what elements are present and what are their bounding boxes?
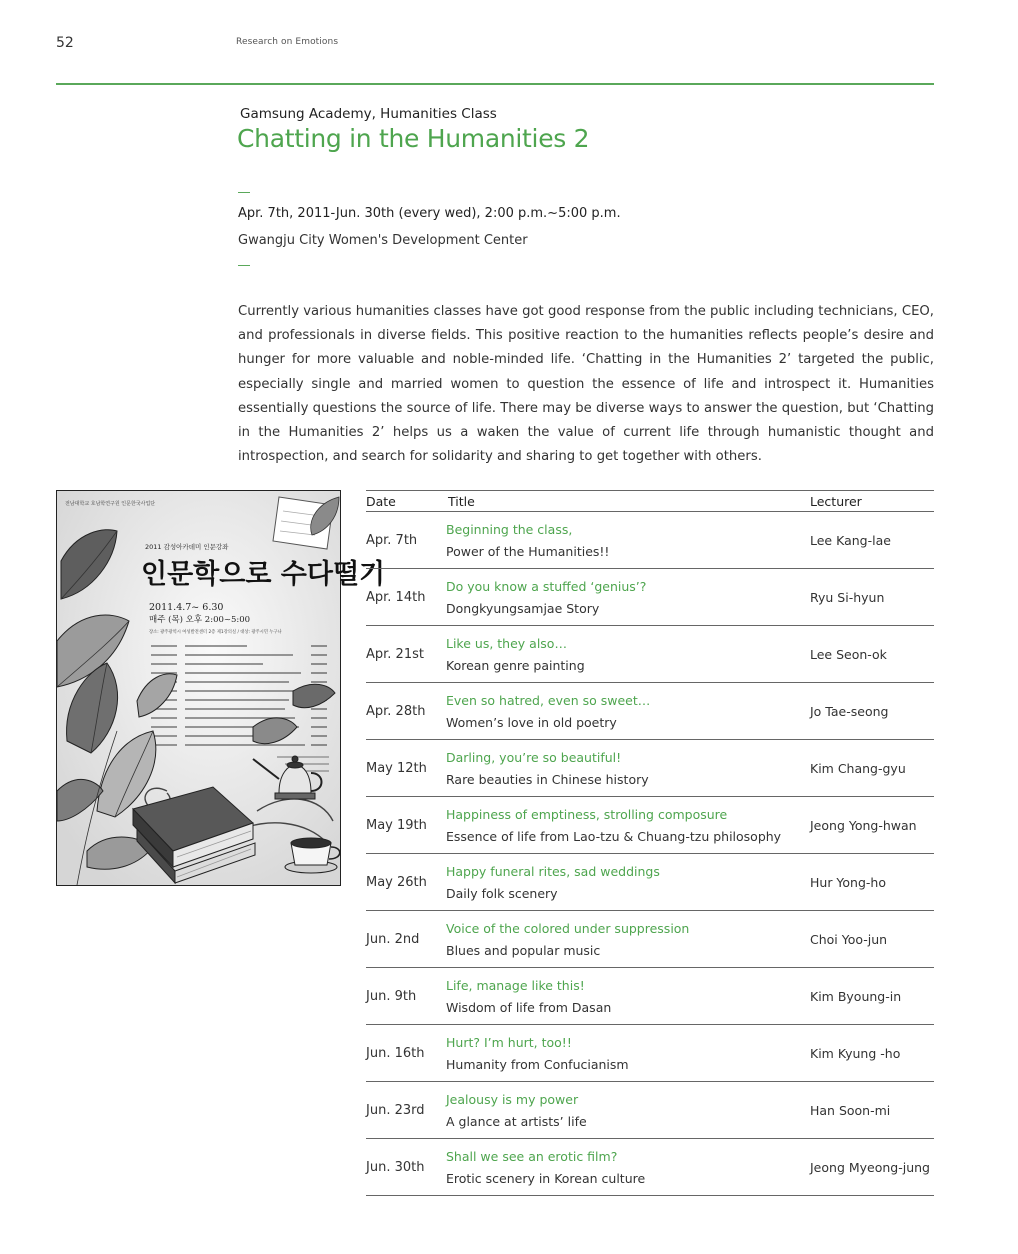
row-lecturer: Jo Tae-seong — [810, 704, 889, 719]
header-lecturer: Lecturer — [810, 494, 862, 509]
event-venue: Gwangju City Women's Development Center — [238, 233, 528, 248]
row-subtitle: Essence of life from Lao-tzu & Chuang-tzu philosophy — [446, 829, 782, 844]
row-lecturer: Kim Chang-gyu — [810, 761, 906, 776]
table-row — [366, 683, 934, 740]
row-subtitle: Humanity from Confucianism — [446, 1057, 629, 1072]
row-date: Apr. 28th — [366, 704, 426, 719]
table-row — [366, 626, 934, 683]
article-title: Chatting in the Humanities 2 — [237, 124, 590, 153]
row-date: Jun. 16th — [366, 1046, 425, 1061]
poster-dates: 2011.4.7~ 6.30 — [149, 602, 224, 613]
row-date: Apr. 14th — [366, 590, 426, 605]
page-number: 52 — [56, 35, 74, 51]
row-subtitle: Erotic scenery in Korean culture — [446, 1171, 646, 1186]
row-lecturer: Kim Kyung -ho — [810, 1046, 901, 1061]
top-rule — [56, 83, 934, 85]
table-row — [366, 797, 934, 854]
divider-dash — [238, 192, 250, 193]
row-lecturer: Jeong Myeong-jung — [810, 1160, 930, 1175]
row-subtitle: Power of the Humanities!! — [446, 544, 610, 559]
poster-place: 장소: 광주광역시 여성발전센터 2층 제1강의실 / 대상: 광주시민 누구나 — [149, 630, 282, 635]
row-subtitle: A glance at artists’ life — [446, 1114, 587, 1129]
row-date: Jun. 2nd — [366, 932, 420, 947]
row-title: Hurt? I’m hurt, too!! — [446, 1035, 572, 1050]
divider-dash — [238, 265, 250, 266]
poster-time: 매주 (목) 오후 2:00~5:00 — [149, 615, 251, 625]
row-date: Jun. 23rd — [366, 1103, 425, 1118]
row-title: Like us, they also… — [446, 636, 567, 651]
header-date: Date — [366, 494, 396, 509]
row-subtitle: Korean genre painting — [446, 658, 585, 673]
row-subtitle: Rare beauties in Chinese history — [446, 772, 649, 787]
row-title: Happy funeral rites, sad weddings — [446, 864, 660, 879]
row-title: Life, manage like this! — [446, 978, 585, 993]
row-lecturer: Kim Byoung-in — [810, 989, 902, 1004]
poster-org: 전남대학교 호남학연구원 인문한국사업단 — [65, 501, 156, 507]
row-title: Even so hatred, even so sweet… — [446, 693, 651, 708]
table-row — [366, 1082, 934, 1139]
table-row — [366, 1139, 934, 1196]
running-head: Research on Emotions — [236, 37, 339, 47]
table-row — [366, 911, 934, 968]
row-date: Apr. 7th — [366, 533, 418, 548]
row-subtitle: Dongkyungsamjae Story — [446, 601, 600, 616]
row-lecturer: Lee Seon-ok — [810, 647, 887, 662]
row-lecturer: Ryu Si-hyun — [810, 590, 885, 605]
row-date: Jun. 30th — [366, 1160, 425, 1175]
article-subtitle: Gamsung Academy, Humanities Class — [240, 106, 497, 122]
table-row — [366, 569, 934, 626]
row-subtitle: Blues and popular music — [446, 943, 601, 958]
row-title: Voice of the colored under suppression — [446, 921, 690, 936]
row-subtitle: Daily folk scenery — [446, 886, 558, 901]
poster-series: 2011 감성아카데미 인문강좌 — [145, 543, 229, 551]
header-title: Title — [448, 494, 475, 509]
row-date: May 19th — [366, 818, 427, 833]
row-lecturer: Lee Kang-lae — [810, 533, 891, 548]
row-date: Apr. 21st — [366, 647, 424, 662]
table-row — [366, 1025, 934, 1082]
row-title: Darling, you’re so beautiful! — [446, 750, 622, 765]
row-lecturer: Choi Yoo-jun — [810, 932, 888, 947]
row-title: Happiness of emptiness, strolling composure — [446, 807, 728, 822]
lecture-schedule-table — [366, 490, 934, 1196]
poster-title: 인문학으로 수다떨기 — [141, 559, 386, 590]
row-title: Jealousy is my power — [446, 1092, 579, 1107]
row-date: May 26th — [366, 875, 427, 890]
row-lecturer: Hur Yong-ho — [810, 875, 886, 890]
row-title: Beginning the class, — [446, 522, 573, 537]
row-title: Do you know a stuffed ‘genius’? — [446, 579, 647, 594]
table-row — [366, 968, 934, 1025]
row-subtitle: Women’s love in old poetry — [446, 715, 617, 730]
table-row — [366, 854, 934, 911]
row-subtitle: Wisdom of life from Dasan — [446, 1000, 612, 1015]
row-title: Shall we see an erotic film? — [446, 1149, 618, 1164]
row-date: May 12th — [366, 761, 427, 776]
intro-paragraph: Currently various humanities classes have got good response from the public including technicians, CEO, and professionals in diverse fields. This positive reaction to the humanities reflects people’s desire and hunger for more valuable and noble-minded life. ‘Chatting in the Humanities 2’ targeted the public, especially single and married women to question the essence of life and introspect it. Humanities essentially questions the source of life. There may be diverse ways to answer the question, but ‘Chatting in the Humanities 2’ helps us a waken the value of current life through humanistic thought and introspection, and search for solidarity and sharing to get together with others. — [238, 304, 934, 465]
event-date: Apr. 7th, 2011-Jun. 30th (every wed), 2:00 p.m.~5:00 p.m. — [238, 206, 621, 221]
row-lecturer: Jeong Yong-hwan — [810, 818, 917, 833]
table-header — [366, 490, 934, 512]
table-row — [366, 512, 934, 569]
row-date: Jun. 9th — [366, 989, 417, 1004]
row-lecturer: Han Soon-mi — [810, 1103, 891, 1118]
table-row — [366, 740, 934, 797]
